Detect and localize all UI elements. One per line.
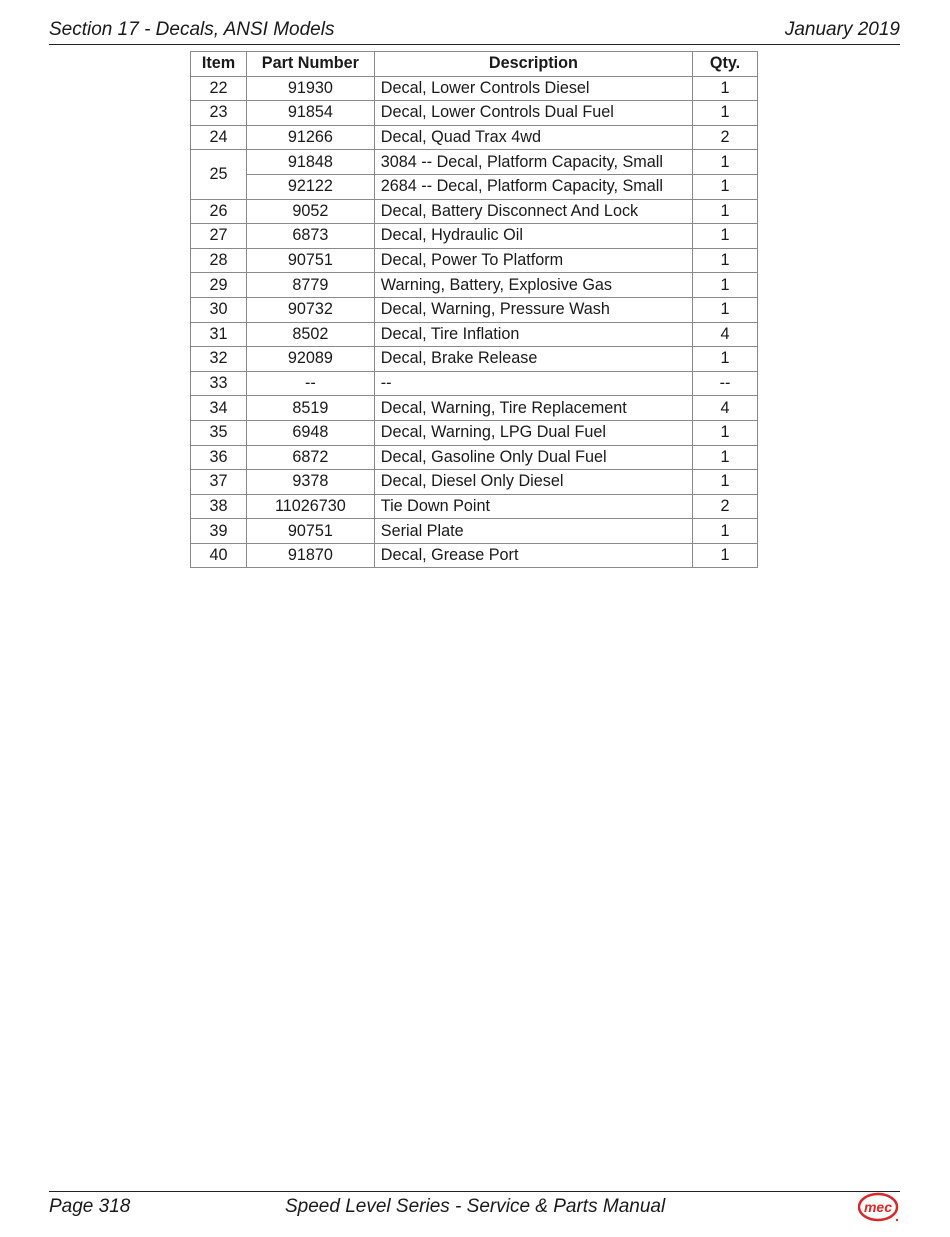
table-body	[191, 76, 758, 568]
cell-item: 27	[191, 224, 247, 249]
cell-description: Decal, Tire Inflation	[374, 322, 692, 347]
cell-item: 28	[191, 248, 247, 273]
cell-item: 33	[191, 371, 247, 396]
cell-qty: 1	[693, 297, 758, 322]
cell-qty: 1	[693, 174, 758, 199]
cell-qty: 4	[693, 322, 758, 347]
cell-part-number: 6872	[246, 445, 374, 470]
cell-qty: 2	[693, 494, 758, 519]
cell-item: 26	[191, 199, 247, 224]
cell-description: Decal, Warning, LPG Dual Fuel	[374, 420, 692, 445]
cell-description: Decal, Hydraulic Oil	[374, 224, 692, 249]
cell-description: Decal, Warning, Tire Replacement	[374, 396, 692, 421]
cell-part-number: 92122	[246, 174, 374, 199]
cell-qty: 1	[693, 445, 758, 470]
cell-qty: 1	[693, 101, 758, 126]
cell-description: Serial Plate	[374, 519, 692, 544]
cell-part-number: 8502	[246, 322, 374, 347]
table-row	[191, 543, 758, 568]
cell-description: Decal, Warning, Pressure Wash	[374, 297, 692, 322]
cell-part-number: 9378	[246, 470, 374, 495]
cell-qty: 1	[693, 150, 758, 175]
cell-part-number: 8519	[246, 396, 374, 421]
table-row	[191, 420, 758, 445]
cell-description: Decal, Power To Platform	[374, 248, 692, 273]
cell-item: 24	[191, 125, 247, 150]
cell-description: Decal, Grease Port	[374, 543, 692, 568]
parts-table	[190, 51, 758, 568]
page-header	[49, 18, 900, 45]
cell-item: 29	[191, 273, 247, 298]
table-row	[191, 519, 758, 544]
cell-qty: 1	[693, 248, 758, 273]
cell-part-number: 90732	[246, 297, 374, 322]
cell-qty: 1	[693, 470, 758, 495]
cell-part-number: 91854	[246, 101, 374, 126]
table-row	[191, 494, 758, 519]
page-number: Page 318	[49, 1196, 131, 1217]
cell-part-number: 9052	[246, 199, 374, 224]
cell-qty: 1	[693, 543, 758, 568]
table-row	[191, 396, 758, 421]
table-row	[191, 347, 758, 372]
table-row	[191, 248, 758, 273]
column-header-qty: Qty.	[693, 52, 758, 77]
cell-description: Tie Down Point	[374, 494, 692, 519]
cell-description: Decal, Gasoline Only Dual Fuel	[374, 445, 692, 470]
cell-qty: 1	[693, 76, 758, 101]
table-row	[191, 322, 758, 347]
cell-qty: 4	[693, 396, 758, 421]
cell-item: 38	[191, 494, 247, 519]
cell-item: 39	[191, 519, 247, 544]
cell-description: --	[374, 371, 692, 396]
cell-item: 30	[191, 297, 247, 322]
cell-item: 25	[191, 150, 247, 199]
table-row	[191, 273, 758, 298]
cell-qty: 1	[693, 519, 758, 544]
logo-text: mec	[863, 1199, 893, 1215]
manual-title: Speed Level Series - Service & Parts Manual	[285, 1196, 666, 1217]
table-row	[191, 199, 758, 224]
cell-description: Decal, Diesel Only Diesel	[374, 470, 692, 495]
page-footer	[49, 1191, 900, 1232]
table-row	[191, 445, 758, 470]
cell-description: Decal, Lower Controls Diesel	[374, 76, 692, 101]
table-row	[191, 224, 758, 249]
cell-item: 36	[191, 445, 247, 470]
cell-item: 37	[191, 470, 247, 495]
cell-part-number: 91848	[246, 150, 374, 175]
cell-item: 40	[191, 543, 247, 568]
cell-part-number: --	[246, 371, 374, 396]
cell-qty: 1	[693, 224, 758, 249]
header-date: January 2019	[784, 19, 900, 40]
cell-item: 32	[191, 347, 247, 372]
cell-description: Warning, Battery, Explosive Gas	[374, 273, 692, 298]
cell-part-number: 91870	[246, 543, 374, 568]
table-header-row	[191, 52, 758, 77]
table-row	[191, 76, 758, 101]
cell-part-number: 91930	[246, 76, 374, 101]
table-row	[191, 470, 758, 495]
table-row	[191, 174, 758, 199]
cell-part-number: 8779	[246, 273, 374, 298]
cell-qty: 1	[693, 347, 758, 372]
column-header-item: Item	[191, 52, 247, 77]
table-row	[191, 101, 758, 126]
cell-item: 22	[191, 76, 247, 101]
cell-qty: 1	[693, 199, 758, 224]
cell-qty: --	[693, 371, 758, 396]
cell-item: 31	[191, 322, 247, 347]
cell-item: 35	[191, 420, 247, 445]
cell-description: Decal, Quad Trax 4wd	[374, 125, 692, 150]
cell-qty: 2	[693, 125, 758, 150]
column-header-description: Description	[374, 52, 692, 77]
table-row	[191, 150, 758, 175]
cell-part-number: 92089	[246, 347, 374, 372]
table-row	[191, 297, 758, 322]
cell-part-number: 90751	[246, 248, 374, 273]
cell-description: 3084 -- Decal, Platform Capacity, Small	[374, 150, 692, 175]
cell-item: 34	[191, 396, 247, 421]
cell-description: Decal, Battery Disconnect And Lock	[374, 199, 692, 224]
column-header-part-number: Part Number	[246, 52, 374, 77]
cell-part-number: 91266	[246, 125, 374, 150]
cell-qty: 1	[693, 420, 758, 445]
cell-description: Decal, Brake Release	[374, 347, 692, 372]
cell-item: 23	[191, 101, 247, 126]
section-title: Section 17 - Decals, ANSI Models	[49, 19, 335, 40]
table-row	[191, 125, 758, 150]
cell-description: 2684 -- Decal, Platform Capacity, Small	[374, 174, 692, 199]
cell-part-number: 11026730	[246, 494, 374, 519]
cell-qty: 1	[693, 273, 758, 298]
cell-description: Decal, Lower Controls Dual Fuel	[374, 101, 692, 126]
mec-logo	[858, 1192, 900, 1224]
cell-part-number: 6948	[246, 420, 374, 445]
table-row	[191, 371, 758, 396]
cell-part-number: 6873	[246, 224, 374, 249]
cell-part-number: 90751	[246, 519, 374, 544]
